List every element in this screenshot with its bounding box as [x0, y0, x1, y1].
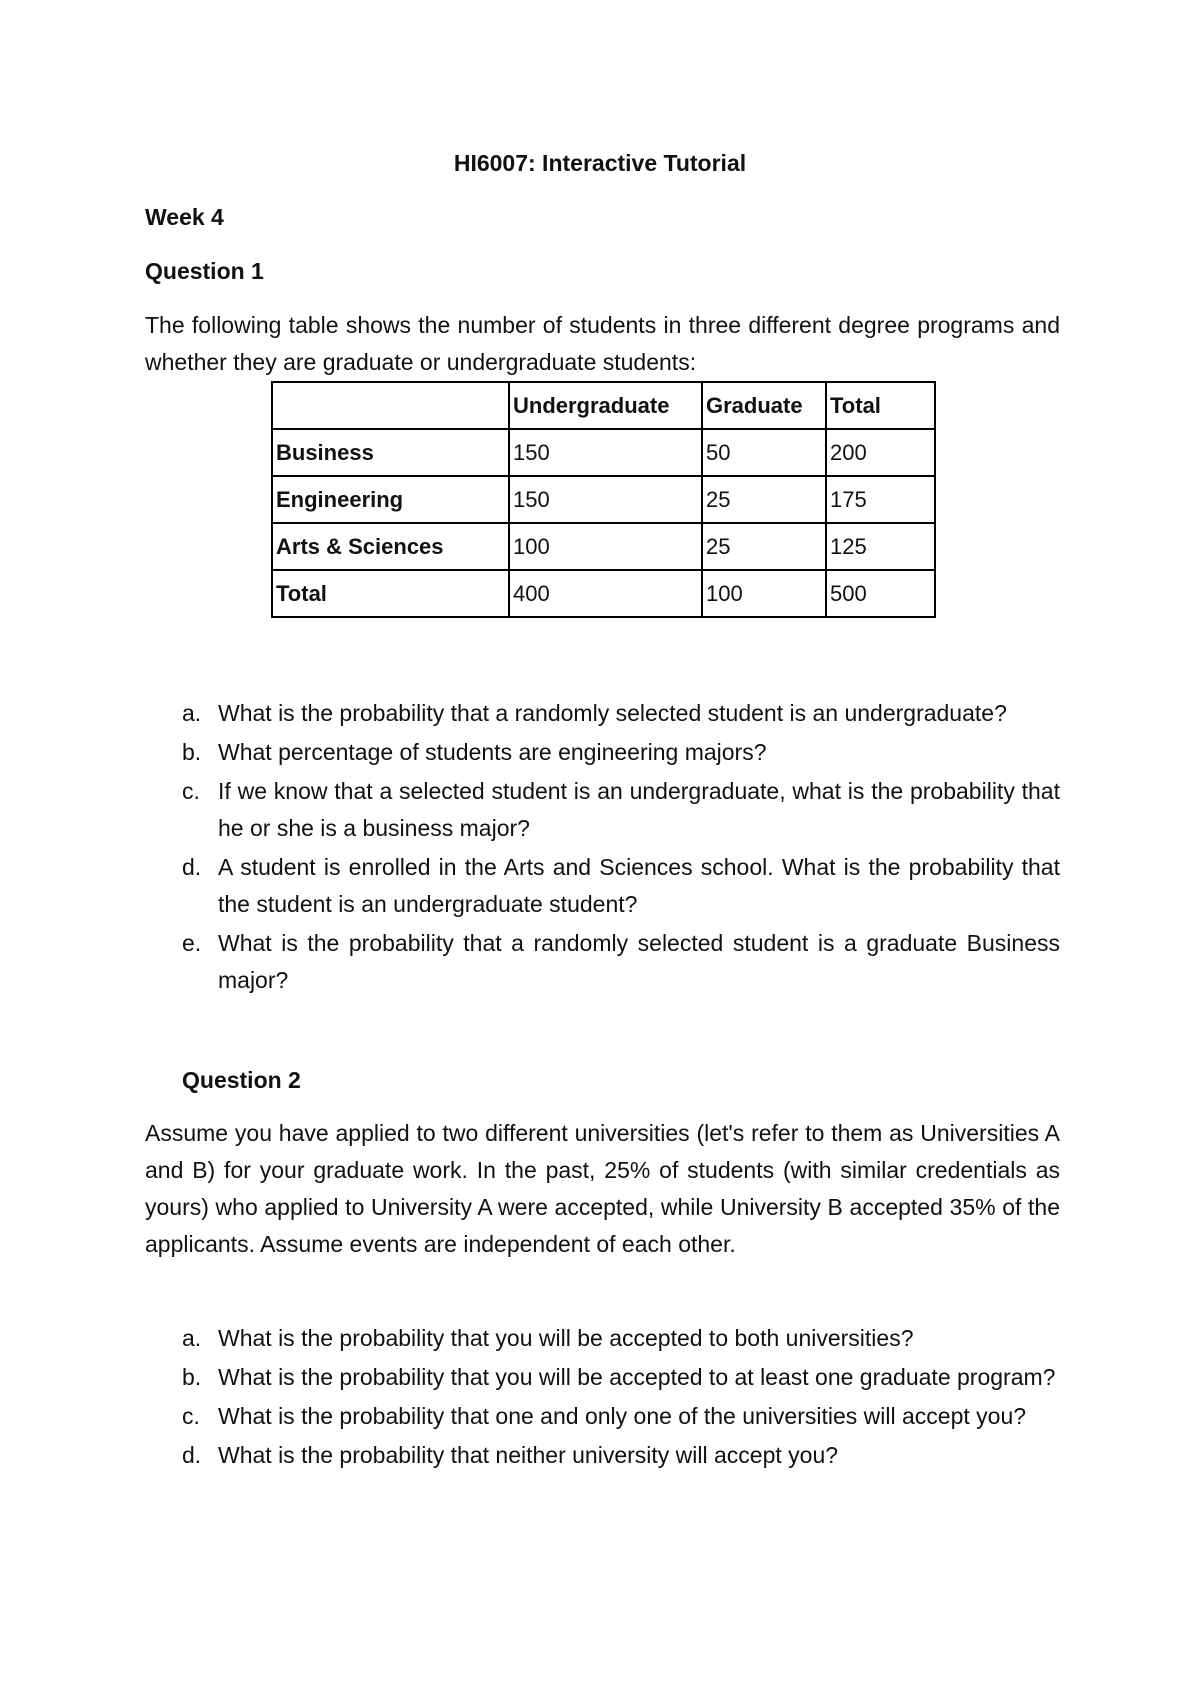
question-1-list: [182, 695, 1060, 1001]
list-item: [182, 773, 1060, 847]
document-title: HI6007: Interactive Tutorial: [453, 150, 747, 176]
table-row-label: Business: [272, 429, 509, 476]
table-header-row: [272, 382, 935, 429]
table-row-label: Total: [272, 570, 509, 617]
list-item: [182, 849, 1060, 923]
table-cell: 100: [509, 523, 702, 570]
table-header-cell: [272, 382, 509, 429]
table-row-label: Arts & Sciences: [272, 523, 509, 570]
list-item: [182, 1320, 1060, 1357]
table-cell: 25: [702, 476, 826, 523]
list-marker: b.: [182, 1364, 202, 1390]
list-item: [182, 695, 1060, 732]
table-cell: 125: [826, 523, 935, 570]
question-1-intro: The following table shows the number of students in three different degree programs and whether they are graduate or undergraduate students:: [145, 312, 1060, 375]
table-cell: 500: [826, 570, 935, 617]
table-row: [272, 523, 935, 570]
question-1-heading: Question 1: [145, 258, 264, 284]
list-item: [182, 734, 1060, 771]
list-item-text: What is the probability that you will be accepted to at least one graduate program?: [218, 1364, 1056, 1390]
table-row: [272, 476, 935, 523]
question-2-list: [182, 1320, 1060, 1476]
list-marker: a.: [182, 1325, 202, 1351]
table-row: [272, 429, 935, 476]
list-item: [182, 1359, 1060, 1396]
table-cell: 175: [826, 476, 935, 523]
question-2-intro: Assume you have applied to two different universities (let's refer to them as Universities A and B) for your graduate work. In the past, 25% of students (with similar credentials as yours) who applied to University A were accepted, while University B accepted 35% of the applicants. Assume events are independent of each other.: [145, 1120, 1060, 1257]
table-cell: 200: [826, 429, 935, 476]
table-header-cell: Undergraduate: [509, 382, 702, 429]
table-header-cell: Graduate: [702, 382, 826, 429]
list-marker: a.: [182, 700, 202, 726]
table-cell: 100: [702, 570, 826, 617]
list-item: [182, 1437, 1060, 1474]
list-item-text: A student is enrolled in the Arts and Sciences school. What is the probability that the student is an undergraduate student?: [218, 854, 1060, 917]
list-marker: c.: [182, 1403, 200, 1429]
list-item-text: What is the probability that one and only one of the universities will accept you?: [218, 1403, 1027, 1429]
students-table: [271, 381, 936, 618]
list-marker: d.: [182, 1442, 202, 1468]
list-item-text: If we know that a selected student is an undergraduate, what is the probability that he or she is a business major?: [218, 778, 1060, 841]
list-marker: b.: [182, 739, 202, 765]
list-marker: e.: [182, 930, 202, 956]
question-2-heading: Question 2: [182, 1067, 301, 1093]
table-cell: 150: [509, 476, 702, 523]
table-cell: 25: [702, 523, 826, 570]
table-row-label: Engineering: [272, 476, 509, 523]
list-item: [182, 1398, 1060, 1435]
list-item-text: What is the probability that a randomly selected student is an undergraduate?: [218, 700, 1007, 726]
list-marker: d.: [182, 854, 202, 880]
table-cell: 50: [702, 429, 826, 476]
week-heading: Week 4: [145, 204, 224, 230]
list-marker: c.: [182, 778, 200, 804]
table-header-cell: Total: [826, 382, 935, 429]
list-item-text: What percentage of students are engineering majors?: [218, 739, 767, 765]
table-total-row: [272, 570, 935, 617]
table-cell: 400: [509, 570, 702, 617]
list-item: [182, 925, 1060, 999]
list-item-text: What is the probability that a randomly selected student is a graduate Business major?: [218, 930, 1060, 993]
table-cell: 150: [509, 429, 702, 476]
list-item-text: What is the probability that you will be accepted to both universities?: [218, 1325, 914, 1351]
list-item-text: What is the probability that neither university will accept you?: [218, 1442, 839, 1468]
